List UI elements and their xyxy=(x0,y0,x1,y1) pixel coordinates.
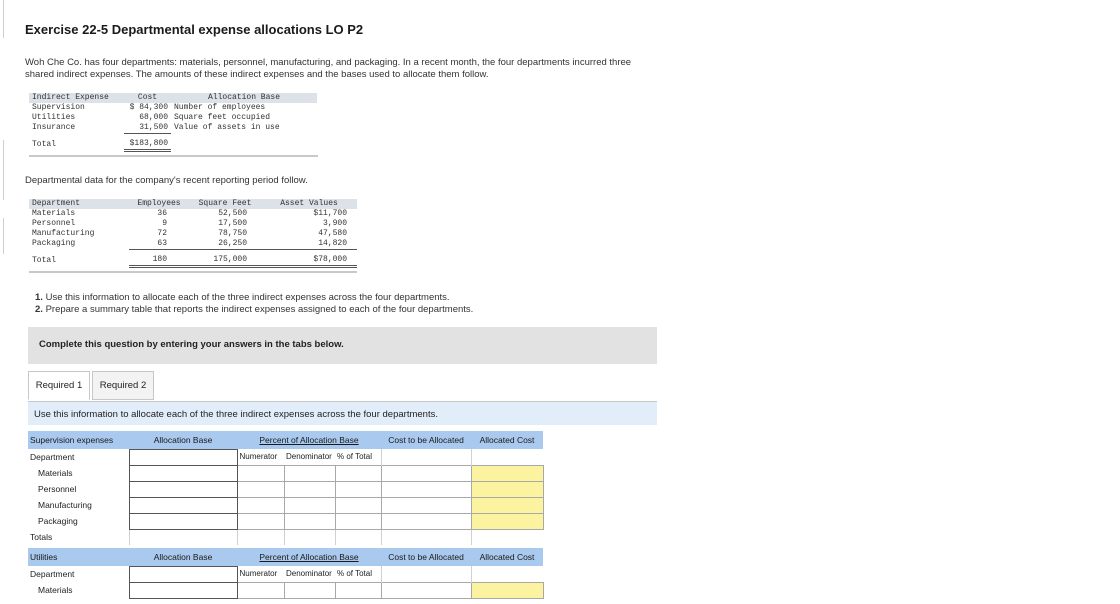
expense-cost: $ 84,300 xyxy=(129,103,168,112)
numerator-label: Numerator xyxy=(237,449,284,465)
table-row xyxy=(28,513,543,529)
header-employees: Employees xyxy=(129,199,189,209)
department-name: Packaging xyxy=(32,239,76,249)
department-label: Department xyxy=(30,452,75,462)
totals-row xyxy=(28,529,543,545)
allocation-base-input[interactable] xyxy=(129,566,237,582)
allocated-cost-output xyxy=(471,481,543,497)
percent-total-label: % of Total xyxy=(337,569,372,579)
employees-value: 72 xyxy=(157,229,167,238)
question-2-text: Prepare a summary table that reports the indirect expenses assigned to each of the four departments. xyxy=(45,304,474,315)
numerator-label: Numerator xyxy=(237,566,284,582)
department-row xyxy=(29,219,357,229)
table-row xyxy=(28,582,543,598)
denominator-input[interactable] xyxy=(284,513,335,529)
department-label: Department xyxy=(30,569,75,579)
header-asset-values: Asset Values xyxy=(261,199,357,209)
allocation-base-input[interactable] xyxy=(129,449,237,465)
assets-value: 3,900 xyxy=(322,219,347,228)
allocation-base-input[interactable] xyxy=(129,582,237,598)
allocation-base-input[interactable] xyxy=(129,465,237,481)
expense-row xyxy=(29,103,317,113)
sqft-value: 26,250 xyxy=(189,239,261,250)
expense-cost: 31,500 xyxy=(124,123,171,134)
utilities-allocation-grid xyxy=(28,548,543,599)
header-square-feet: Square Feet xyxy=(189,199,261,209)
allocation-base-input[interactable] xyxy=(129,513,237,529)
cost-allocated-input[interactable] xyxy=(381,513,471,529)
expense-name: Utilities xyxy=(32,113,76,122)
employees-value: 36 xyxy=(157,209,167,218)
department-total-row xyxy=(29,250,357,267)
allocation-base-input[interactable] xyxy=(129,497,237,513)
header-department: Department xyxy=(29,199,129,209)
header-indirect-expense: Indirect Expense xyxy=(29,93,124,103)
dept-label: Materials xyxy=(38,585,73,595)
dept-label: Manufacturing xyxy=(38,500,92,510)
numerator-input[interactable] xyxy=(237,497,284,513)
denominator-input[interactable] xyxy=(284,582,335,598)
percent-input[interactable] xyxy=(335,582,381,598)
department-table xyxy=(29,199,357,268)
department-name: Manufacturing xyxy=(32,229,95,238)
department-total-label: Total xyxy=(32,255,57,265)
percent-input[interactable] xyxy=(335,465,381,481)
denominator-label: Denominator xyxy=(286,452,332,462)
allocated-cost-output xyxy=(471,497,543,513)
expense-row xyxy=(29,113,317,123)
department-row xyxy=(29,229,357,239)
dept-label: Personnel xyxy=(38,484,77,494)
questions xyxy=(35,292,473,316)
page-title: Exercise 22-5 Departmental expense allocations LO P2 xyxy=(25,22,364,37)
employees-value: 9 xyxy=(162,219,167,228)
tab-required-1[interactable]: Required 1 xyxy=(28,371,90,400)
header-allocation-base: Allocation Base xyxy=(171,93,317,103)
expense-total-label: Total xyxy=(32,139,57,149)
expense-base: Number of employees xyxy=(174,103,266,112)
table-row xyxy=(28,465,543,481)
percent-total-label: % of Total xyxy=(337,452,372,462)
expense-base: Value of assets in use xyxy=(174,123,280,133)
expense-name: Supervision xyxy=(32,103,85,112)
expense-cost: 68,000 xyxy=(139,113,168,122)
numerator-input[interactable] xyxy=(237,513,284,529)
edge-divider xyxy=(0,218,4,254)
table-bottom-border xyxy=(29,271,357,273)
sqft-total: 175,000 xyxy=(189,250,261,267)
table-row xyxy=(28,481,543,497)
question-1-text: Use this information to allocate each of the three indirect expenses across the four departments. xyxy=(45,292,450,303)
expense-total-cost: $183,800 xyxy=(124,134,171,151)
dept-label: Packaging xyxy=(38,516,78,526)
dept-intro-text: Departmental data for the company's recent reporting period follow. xyxy=(25,175,308,186)
table-row xyxy=(28,497,543,513)
supervision-header: Supervision expenses xyxy=(28,431,129,449)
percent-input[interactable] xyxy=(335,513,381,529)
table-bottom-border xyxy=(29,155,318,157)
tab-required-2[interactable]: Required 2 xyxy=(92,371,154,400)
edge-divider xyxy=(0,140,4,200)
allocated-cost-output xyxy=(471,582,543,598)
percent-input[interactable] xyxy=(335,481,381,497)
assets-value: 14,820 xyxy=(261,239,357,250)
numerator-input[interactable] xyxy=(237,465,284,481)
numerator-input[interactable] xyxy=(237,582,284,598)
intro-text: Woh Che Co. has four departments: materials, personnel, manufacturing, and packaging. In a recent month, the four departments incurred three shared indirect expenses. The amounts of these indirect expenses and the bases used to allocate them follow. xyxy=(25,57,632,80)
sqft-value: 17,500 xyxy=(218,219,247,228)
instruction-banner xyxy=(28,401,657,425)
allocation-base-input[interactable] xyxy=(129,481,237,497)
allocated-cost-output xyxy=(471,513,543,529)
denominator-input[interactable] xyxy=(284,481,335,497)
allocated-cost-header: Allocated Cost xyxy=(471,548,543,566)
department-name: Personnel xyxy=(32,219,76,228)
percent-allocation-base-header: Percent of Allocation Base xyxy=(237,548,381,566)
cost-to-be-allocated-header: Cost to be Allocated xyxy=(381,431,471,449)
supervision-allocation-grid xyxy=(28,431,543,545)
allocation-base-header: Allocation Base xyxy=(129,548,237,566)
sqft-value: 52,500 xyxy=(218,209,247,218)
assets-value: 47,580 xyxy=(318,229,347,238)
cost-to-be-allocated-header: Cost to be Allocated xyxy=(381,548,471,566)
employees-total: 180 xyxy=(129,250,189,267)
edge-divider xyxy=(0,0,4,38)
cost-allocated-input[interactable] xyxy=(381,582,471,598)
instruction-text: Use this information to allocate each of the three indirect expenses across the four departments. xyxy=(34,409,438,420)
department-name: Materials xyxy=(32,209,76,218)
denominator-input[interactable] xyxy=(284,465,335,481)
expense-name: Insurance xyxy=(32,123,76,133)
department-row xyxy=(29,209,357,219)
header-cost: Cost xyxy=(124,93,171,103)
percent-allocation-base-header: Percent of Allocation Base xyxy=(237,431,381,449)
assets-value: $11,700 xyxy=(313,209,347,218)
dept-label: Materials xyxy=(38,468,73,478)
question-1-number: 1. xyxy=(35,292,43,303)
expense-total-row xyxy=(29,134,317,151)
expense-row xyxy=(29,123,317,134)
expenses-table xyxy=(29,93,317,152)
cost-allocated-input[interactable] xyxy=(381,481,471,497)
complete-banner xyxy=(28,327,657,364)
expense-base: Square feet occupied xyxy=(174,113,271,122)
cost-allocated-input[interactable] xyxy=(381,465,471,481)
cost-allocated-input[interactable] xyxy=(381,497,471,513)
allocated-cost-header: Allocated Cost xyxy=(471,431,543,449)
percent-input[interactable] xyxy=(335,497,381,513)
sqft-value: 78,750 xyxy=(218,229,247,238)
complete-banner-text: Complete this question by entering your answers in the tabs below. xyxy=(39,339,344,350)
totals-label: Totals xyxy=(30,532,53,542)
assets-total: $78,000 xyxy=(261,250,357,267)
question-2-number: 2. xyxy=(35,304,43,315)
allocation-base-header: Allocation Base xyxy=(129,431,237,449)
utilities-header: Utilities xyxy=(28,548,129,566)
denominator-input[interactable] xyxy=(284,497,335,513)
employees-value: 63 xyxy=(129,239,189,250)
allocated-cost-output xyxy=(471,465,543,481)
numerator-input[interactable] xyxy=(237,481,284,497)
denominator-label: Denominator xyxy=(286,569,332,579)
department-row xyxy=(29,239,357,250)
